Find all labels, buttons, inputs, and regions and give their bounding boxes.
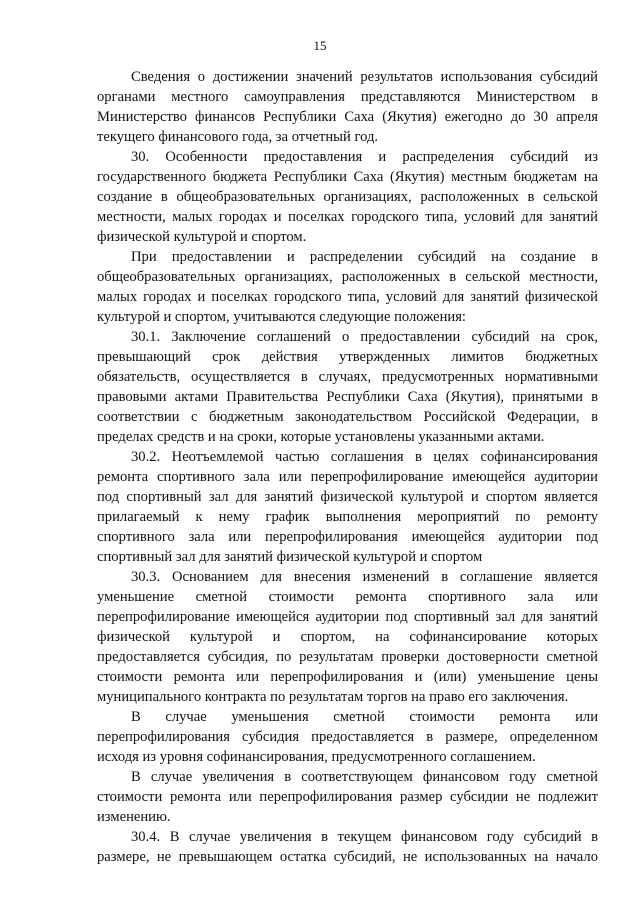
text-line: муниципального контракта по результатам торгов на право его заключения.: [97, 689, 569, 705]
text-line: предоставляется субсидия, по результатам проверки достоверности сметной: [97, 649, 598, 665]
text-line: спортивный зал для занятий физической культурой и спортом: [97, 549, 483, 565]
paragraph-cost-increase: [97, 767, 598, 827]
paragraph-section-30-3: [97, 567, 598, 707]
text-line: 30.2. Неотъемлемой частью соглашения в целях софинансирования: [131, 449, 598, 465]
text-line: стоимости ремонта или перепрофилирования и (или) уменьшение цены: [97, 669, 598, 685]
paragraph-provisions-intro: [97, 247, 598, 327]
text-line: под спортивный зал для занятий физической культурой и спортом является: [97, 489, 598, 505]
paragraph-cost-decrease: [97, 707, 598, 767]
text-line: спортивного зала или перепрофилирования имеющейся аудитории под: [97, 529, 598, 545]
text-line: правовыми актами Правительства Республики Саха (Якутия), принятыми в: [97, 389, 598, 405]
text-line: соответствии с бюджетным законодательством Российской Федерации, в: [97, 409, 598, 425]
paragraph-subsidy-results-reporting: [97, 67, 598, 147]
text-line: малых городах и поселках городского типа, условий для занятий физической: [97, 289, 598, 305]
text-line: Министерство финансов Республики Саха (Якутия) ежегодно до 30 апреля: [97, 109, 598, 125]
document-body: [97, 67, 598, 867]
text-line: местности, малых городах и поселках городского типа, условий для занятий: [97, 209, 598, 225]
text-line: ремонта спортивного зала или перепрофилирование имеющейся аудитории: [97, 469, 598, 485]
text-line: 30. Особенности предоставления и распределения субсидий из: [131, 149, 598, 165]
text-line: физической культурой и спортом.: [97, 229, 307, 245]
text-line: культурой и спортом, учитываются следующие положения:: [97, 309, 466, 325]
text-line: 30.1. Заключение соглашений о предоставлении субсидий на срок,: [131, 329, 598, 345]
text-line: В случае увеличения в соответствующем финансовом году сметной: [131, 769, 598, 785]
text-line: изменению.: [97, 809, 171, 825]
text-line: При предоставлении и распределении субсидий на создание в: [131, 249, 598, 265]
paragraph-section-30-2: [97, 447, 598, 567]
text-line: исходя из уровня софинансирования, предусмотренного соглашением.: [97, 749, 536, 765]
text-line: перепрофилирования субсидия предоставляется в размере, определенном: [97, 729, 598, 745]
text-line: обязательств, осуществляется в случаях, предусмотренных нормативными: [97, 369, 598, 385]
paragraph-section-30-4: [97, 827, 598, 867]
text-line: 30.4. В случае увеличения в текущем финансовом году субсидий в: [131, 829, 598, 845]
text-line: государственного бюджета Республики Саха (Якутия) местным бюджетам на: [97, 169, 598, 185]
text-line: текущего финансового года, за отчетный год.: [97, 129, 379, 145]
text-line: физической культурой и спортом, на софинансирование которых: [97, 629, 598, 645]
text-line: 30.3. Основанием для внесения изменений в соглашение является: [131, 569, 598, 585]
text-line: В случае уменьшения сметной стоимости ремонта или: [131, 709, 598, 725]
text-line: общеобразовательных организациях, расположенных в сельской местности,: [97, 269, 598, 285]
text-line: перепрофилирование имеющейся аудитории под спортивный зал для занятий: [97, 609, 598, 625]
text-line: Сведения о достижении значений результатов использования субсидий: [131, 69, 598, 85]
text-line: прилагаемый к нему график выполнения мероприятий по ремонту: [97, 509, 598, 525]
text-line: превышающий срок действия утвержденных лимитов бюджетных: [97, 349, 598, 365]
text-line: пределах средств и на сроки, которые установлены указанными актами.: [97, 429, 545, 445]
text-line: стоимости ремонта или перепрофилирования размер субсидии не подлежит: [97, 789, 598, 805]
text-line: уменьшение сметной стоимости ремонта спортивного зала или: [97, 589, 598, 605]
text-line: размере, не превышающем остатка субсидий, не использованных на начало: [97, 849, 598, 865]
paragraph-section-30: [97, 147, 598, 247]
page-number: 15: [313, 38, 327, 53]
paragraph-section-30-1: [97, 327, 598, 447]
text-line: создание в общеобразовательных организациях, расположенных в сельской: [97, 189, 598, 205]
text-line: органами местного самоуправления представляются Министерством в: [97, 89, 598, 105]
